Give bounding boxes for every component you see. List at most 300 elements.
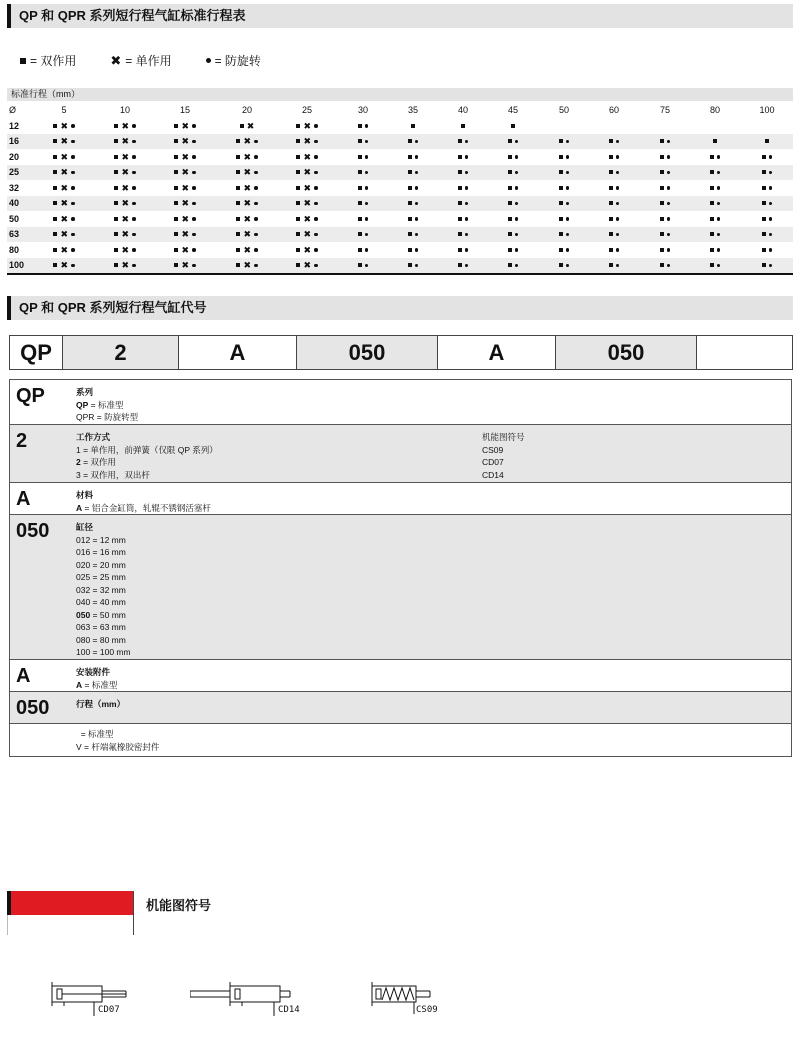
- stroke-cell: [393, 118, 433, 134]
- square-symbol-icon: [53, 170, 57, 174]
- square-symbol-icon: [762, 217, 766, 221]
- cross-symbol-icon: ✖: [181, 151, 190, 162]
- code-seg-series: QP: [9, 336, 63, 369]
- stroke-cell: [645, 118, 685, 134]
- desc-line: [76, 559, 131, 572]
- dot-symbol-icon: [71, 140, 75, 144]
- cross-symbol-icon: ✖: [110, 52, 122, 68]
- stroke-cell: [695, 242, 735, 258]
- stroke-cell: [343, 196, 383, 212]
- bore-label: 16: [9, 136, 20, 147]
- section-title-stroke-table: QP 和 QPR 系列短行程气缸标准行程表: [7, 4, 793, 28]
- stroke-cell: [493, 227, 533, 243]
- stroke-cell: [544, 227, 584, 243]
- square-symbol-icon: [511, 124, 515, 128]
- square-symbol-icon: [508, 139, 512, 143]
- stroke-cell: [695, 258, 735, 274]
- stroke-cell: [747, 118, 787, 134]
- legend-item-double-acting: = 双作用: [20, 52, 76, 69]
- square-symbol-icon: [660, 186, 664, 190]
- square-symbol-icon: [236, 217, 240, 221]
- stroke-cell: [44, 180, 84, 196]
- square-symbol-icon: [296, 232, 300, 236]
- square-symbol-icon: [53, 124, 57, 128]
- cross-symbol-icon: ✖: [243, 182, 252, 193]
- square-symbol-icon: [358, 201, 362, 205]
- square-symbol-icon: [762, 186, 766, 190]
- stroke-cell: [645, 134, 685, 150]
- dot-symbol-icon: [616, 171, 620, 175]
- bore-label: 32: [9, 182, 20, 193]
- stroke-cell: [287, 211, 327, 227]
- table-row: [7, 258, 793, 274]
- function-symbol-code: CS09: [482, 444, 504, 455]
- square-symbol-icon: [174, 170, 178, 174]
- dot-symbol-icon: [192, 217, 196, 221]
- stroke-header-40: 40: [457, 104, 468, 115]
- dot-symbol-icon: [415, 140, 419, 144]
- stroke-cell: [227, 118, 267, 134]
- desc-line: [76, 399, 138, 412]
- square-symbol-icon: [710, 186, 714, 190]
- cross-symbol-icon: ✖: [243, 229, 252, 240]
- stroke-cell: [493, 211, 533, 227]
- stroke-cell: [44, 134, 84, 150]
- dot-symbol-icon: [465, 233, 469, 237]
- stroke-cell: [594, 149, 634, 165]
- square-symbol-icon: [174, 124, 178, 128]
- stroke-cell: [227, 211, 267, 227]
- square-symbol-icon: [660, 170, 664, 174]
- cross-symbol-icon: ✖: [121, 198, 130, 209]
- square-symbol-icon: [458, 170, 462, 174]
- cross-symbol-icon: ✖: [121, 229, 130, 240]
- cross-symbol-icon: ✖: [181, 182, 190, 193]
- cross-symbol-icon: ✖: [181, 260, 190, 271]
- square-symbol-icon: [174, 186, 178, 190]
- square-symbol-icon: [762, 263, 766, 267]
- dot-symbol-icon: [415, 155, 419, 159]
- table-row: [7, 211, 793, 227]
- dot-symbol-icon: [132, 248, 136, 252]
- desc-line-text: = 标准型: [76, 729, 114, 739]
- stroke-cell: [594, 118, 634, 134]
- stroke-cell: [645, 149, 685, 165]
- dot-symbol-icon: [515, 202, 519, 206]
- dot-symbol-icon: [616, 202, 620, 206]
- dot-symbol-icon: [192, 124, 196, 128]
- cross-symbol-icon: ✖: [60, 260, 69, 271]
- dot-symbol-icon: [365, 217, 369, 221]
- stroke-cell: [165, 211, 205, 227]
- square-symbol-icon: [458, 139, 462, 143]
- code-seg-mounting: A: [438, 336, 556, 369]
- square-symbol-icon: [114, 124, 118, 128]
- square-symbol-icon: [458, 263, 462, 267]
- dot-symbol-icon: [616, 233, 620, 237]
- cross-symbol-icon: ✖: [181, 120, 190, 131]
- cross-symbol-icon: ✖: [303, 120, 312, 131]
- square-symbol-icon: [296, 170, 300, 174]
- dot-symbol-icon: [314, 140, 318, 144]
- square-symbol-icon: [458, 232, 462, 236]
- cross-symbol-icon: ✖: [303, 244, 312, 255]
- table-row: [7, 196, 793, 212]
- stroke-cell: [44, 242, 84, 258]
- function-symbol-code: CD07: [482, 457, 504, 467]
- stroke-cell: [227, 149, 267, 165]
- legend-item-non-rotating: = 防旋转: [206, 52, 261, 69]
- dot-symbol-icon: [365, 155, 369, 159]
- stroke-header-75: 75: [659, 104, 670, 115]
- cross-symbol-icon: ✖: [303, 136, 312, 147]
- stroke-cell: [493, 242, 533, 258]
- square-symbol-icon: [458, 248, 462, 252]
- square-symbol-icon: [114, 248, 118, 252]
- stroke-cell: [393, 227, 433, 243]
- code-seg-bore: 050: [297, 336, 438, 369]
- desc-line-text: 040 = 40 mm: [76, 597, 126, 607]
- square-symbol-icon: [358, 217, 362, 221]
- stroke-cell: [227, 165, 267, 181]
- desc-line-text: 3 = 双作用，双出杆: [76, 469, 150, 480]
- dot-symbol-icon: [566, 171, 570, 175]
- desc-body: [76, 489, 211, 514]
- stroke-cell: [343, 211, 383, 227]
- dot-symbol-icon: [415, 233, 419, 237]
- square-symbol-icon: [408, 186, 412, 190]
- cross-symbol-icon: ✖: [121, 120, 130, 131]
- square-symbol-icon: [296, 155, 300, 159]
- dot-symbol-icon: [314, 124, 318, 128]
- dot-symbol-icon: [254, 202, 258, 206]
- stroke-cell: [443, 196, 483, 212]
- dot-symbol-icon: [515, 140, 519, 144]
- stroke-cell: [105, 118, 145, 134]
- cross-symbol-icon: ✖: [243, 151, 252, 162]
- dot-symbol-icon: [717, 217, 721, 221]
- cross-symbol-icon: ✖: [303, 260, 312, 271]
- desc-line: [76, 571, 131, 584]
- symbol-label-cs09: CS09: [416, 1005, 438, 1015]
- stroke-cell: [44, 211, 84, 227]
- dot-symbol-icon: [465, 171, 469, 175]
- table-row: [7, 180, 793, 196]
- dot-symbol-icon: [314, 233, 318, 237]
- cross-symbol-icon: ✖: [60, 167, 69, 178]
- cross-symbol-icon: ✖: [181, 244, 190, 255]
- dot-symbol-icon: [415, 264, 419, 268]
- dot-symbol-icon: [132, 233, 136, 237]
- bore-label: 40: [9, 198, 20, 209]
- dot-symbol-icon: [769, 155, 773, 159]
- cross-symbol-icon: ✖: [60, 120, 69, 131]
- dot-symbol-icon: [365, 233, 369, 237]
- square-symbol-icon: [609, 170, 613, 174]
- code-seg-stroke: 050: [556, 336, 697, 369]
- desc-row-bore: [10, 515, 791, 660]
- square-symbol-icon: [559, 155, 563, 159]
- square-symbol-icon: [236, 263, 240, 267]
- square-symbol-icon: [174, 139, 178, 143]
- dot-symbol-icon: [616, 140, 620, 144]
- dot-symbol-icon: [515, 264, 519, 268]
- stroke-cell: [695, 134, 735, 150]
- stroke-cell: [443, 134, 483, 150]
- desc-line-text: 012 = 12 mm: [76, 534, 126, 545]
- code-seg-function: 2: [63, 336, 179, 369]
- cross-symbol-icon: ✖: [121, 244, 130, 255]
- desc-body: [76, 728, 159, 753]
- dot-symbol-icon: [515, 217, 519, 221]
- dot-symbol-icon: [192, 233, 196, 237]
- desc-line: [76, 411, 138, 424]
- stroke-cell: [443, 149, 483, 165]
- square-symbol-icon: [53, 263, 57, 267]
- square-symbol-icon: [660, 217, 664, 221]
- square-symbol-icon: [236, 186, 240, 190]
- stroke-cell: [594, 196, 634, 212]
- dot-symbol-icon: [365, 171, 369, 175]
- table-row: [7, 118, 793, 134]
- code-description-table: [9, 379, 792, 757]
- stroke-header-row: [7, 101, 793, 118]
- dot-symbol-icon: [717, 202, 721, 206]
- square-symbol-icon: [458, 201, 462, 205]
- square-symbol-icon: [174, 248, 178, 252]
- dot-symbol-icon: [566, 248, 570, 252]
- square-symbol-icon: [296, 186, 300, 190]
- square-symbol-icon: [20, 58, 26, 64]
- desc-body: [76, 431, 218, 481]
- stroke-cell: [105, 180, 145, 196]
- bore-label: 100: [9, 260, 25, 271]
- dot-symbol-icon: [192, 248, 196, 252]
- dot-symbol-icon: [254, 140, 258, 144]
- square-symbol-icon: [174, 232, 178, 236]
- desc-line-code: QP: [76, 399, 89, 410]
- stroke-header-15: 15: [179, 104, 190, 115]
- stroke-cell: [343, 149, 383, 165]
- stroke-cell: [227, 227, 267, 243]
- square-symbol-icon: [609, 232, 613, 236]
- stroke-table-caption: 标准行程（mm）: [7, 88, 793, 101]
- dot-symbol-icon: [365, 202, 369, 206]
- cross-symbol-icon: ✖: [60, 229, 69, 240]
- stroke-cell: [594, 211, 634, 227]
- desc-line: [76, 728, 159, 741]
- stroke-cell: [544, 118, 584, 134]
- square-symbol-icon: [660, 139, 664, 143]
- square-symbol-icon: [53, 232, 57, 236]
- dot-symbol-icon: [132, 124, 136, 128]
- square-symbol-icon: [174, 155, 178, 159]
- cross-symbol-icon: ✖: [303, 151, 312, 162]
- stroke-cell: [165, 134, 205, 150]
- dot-symbol-icon: [415, 248, 419, 252]
- desc-row-material: [10, 483, 791, 515]
- stroke-cell: [343, 165, 383, 181]
- stroke-cell: [747, 165, 787, 181]
- dot-symbol-icon: [667, 264, 671, 268]
- square-symbol-icon: [458, 155, 462, 159]
- desc-line: [76, 469, 218, 482]
- desc-line-code: 2: [76, 457, 81, 467]
- stroke-cell: [544, 165, 584, 181]
- stroke-cell: [645, 196, 685, 212]
- square-symbol-icon: [609, 155, 613, 159]
- stroke-cell: [44, 149, 84, 165]
- desc-line-code: A: [76, 679, 83, 690]
- square-symbol-icon: [458, 217, 462, 221]
- stroke-cell: [165, 258, 205, 274]
- stroke-cell: [443, 165, 483, 181]
- cross-symbol-icon: ✖: [60, 244, 69, 255]
- stroke-cell: [544, 258, 584, 274]
- square-symbol-icon: [174, 263, 178, 267]
- square-symbol-icon: [710, 201, 714, 205]
- square-symbol-icon: [508, 170, 512, 174]
- bore-label: 80: [9, 244, 20, 255]
- dot-symbol-icon: [365, 248, 369, 252]
- square-symbol-icon: [508, 217, 512, 221]
- stroke-cell: [44, 258, 84, 274]
- cross-symbol-icon: ✖: [121, 260, 130, 271]
- dot-symbol-icon: [254, 264, 258, 268]
- cd14-symbol-icon: [190, 982, 300, 1022]
- stroke-header-25: 25: [301, 104, 312, 115]
- stroke-cell: [493, 149, 533, 165]
- square-symbol-icon: [236, 170, 240, 174]
- dot-symbol-icon: [769, 264, 773, 268]
- cross-symbol-icon: ✖: [243, 213, 252, 224]
- square-symbol-icon: [411, 124, 415, 128]
- dot-symbol-icon: [667, 217, 671, 221]
- stroke-cell: [695, 211, 735, 227]
- stroke-cell: [105, 149, 145, 165]
- stroke-cell: [443, 258, 483, 274]
- square-symbol-icon: [408, 155, 412, 159]
- stroke-cell: [287, 118, 327, 134]
- stroke-cell: [695, 118, 735, 134]
- dot-symbol-icon: [717, 248, 721, 252]
- square-symbol-icon: [408, 232, 412, 236]
- dot-symbol-icon: [667, 140, 671, 144]
- dot-symbol-icon: [616, 248, 620, 252]
- stroke-cell: [343, 242, 383, 258]
- dot-symbol-icon: [515, 171, 519, 175]
- desc-body: [76, 698, 125, 711]
- stroke-cell: [165, 196, 205, 212]
- square-symbol-icon: [358, 155, 362, 159]
- stroke-cell: [105, 165, 145, 181]
- dot-symbol-icon: [769, 248, 773, 252]
- square-symbol-icon: [114, 155, 118, 159]
- dot-symbol-icon: [566, 217, 570, 221]
- table-row: [7, 242, 793, 258]
- desc-line-text: 063 = 63 mm: [76, 622, 126, 632]
- stroke-cell: [594, 242, 634, 258]
- square-symbol-icon: [660, 155, 664, 159]
- square-symbol-icon: [559, 201, 563, 205]
- dot-symbol-icon: [667, 248, 671, 252]
- square-symbol-icon: [114, 263, 118, 267]
- square-symbol-icon: [765, 139, 769, 143]
- desc-code: 050: [16, 697, 50, 719]
- desc-title: 系列: [76, 387, 94, 397]
- ordering-code-bar: [9, 335, 793, 370]
- square-symbol-icon: [114, 186, 118, 190]
- stroke-cell: [393, 211, 433, 227]
- stroke-cell: [287, 165, 327, 181]
- dot-symbol-icon: [192, 140, 196, 144]
- desc-line-text: = 铝合金缸筒，轧辊不锈钢活塞杆: [82, 502, 211, 513]
- square-symbol-icon: [559, 232, 563, 236]
- cross-symbol-icon: ✖: [121, 213, 130, 224]
- stroke-cell: [343, 118, 383, 134]
- stroke-cell: [165, 242, 205, 258]
- square-symbol-icon: [114, 170, 118, 174]
- stroke-cell: [747, 196, 787, 212]
- dot-symbol-icon: [254, 248, 258, 252]
- stroke-cell: [165, 180, 205, 196]
- dot-symbol-icon: [71, 186, 75, 190]
- square-symbol-icon: [174, 217, 178, 221]
- stroke-cell: [105, 227, 145, 243]
- stroke-cell: [393, 196, 433, 212]
- stroke-header-35: 35: [407, 104, 418, 115]
- square-symbol-icon: [53, 217, 57, 221]
- desc-body: [76, 386, 138, 424]
- square-symbol-icon: [296, 217, 300, 221]
- stroke-cell: [695, 165, 735, 181]
- dot-symbol-icon: [769, 217, 773, 221]
- dot-symbol-icon: [566, 186, 570, 190]
- desc-line-text: 016 = 16 mm: [76, 547, 126, 557]
- dot-symbol-icon: [314, 186, 318, 190]
- cross-symbol-icon: ✖: [121, 167, 130, 178]
- desc-line-text: 020 = 20 mm: [76, 559, 126, 570]
- stroke-cell: [747, 242, 787, 258]
- stroke-cell: [594, 180, 634, 196]
- stroke-cell: [695, 149, 735, 165]
- bore-symbol: Ø: [9, 104, 17, 115]
- desc-line: [76, 546, 131, 559]
- functional-section-bar: [7, 891, 133, 915]
- square-symbol-icon: [508, 248, 512, 252]
- stroke-cell: [227, 180, 267, 196]
- cs09-symbol-icon: [368, 982, 448, 1022]
- dot-symbol-icon: [769, 171, 773, 175]
- square-symbol-icon: [236, 139, 240, 143]
- stroke-cell: [544, 134, 584, 150]
- dot-symbol-icon: [132, 264, 136, 268]
- stroke-cell: [44, 165, 84, 181]
- stroke-cell: [393, 258, 433, 274]
- dot-symbol-icon: [192, 186, 196, 190]
- square-symbol-icon: [53, 186, 57, 190]
- square-symbol-icon: [559, 186, 563, 190]
- stroke-cell: [544, 242, 584, 258]
- stroke-cell: [105, 242, 145, 258]
- stroke-cell: [227, 258, 267, 274]
- dot-symbol-icon: [71, 264, 75, 268]
- desc-title: 材料: [76, 490, 94, 500]
- cross-symbol-icon: ✖: [243, 136, 252, 147]
- square-symbol-icon: [762, 248, 766, 252]
- cd07-symbol-icon: [46, 982, 136, 1022]
- stroke-cell: [594, 258, 634, 274]
